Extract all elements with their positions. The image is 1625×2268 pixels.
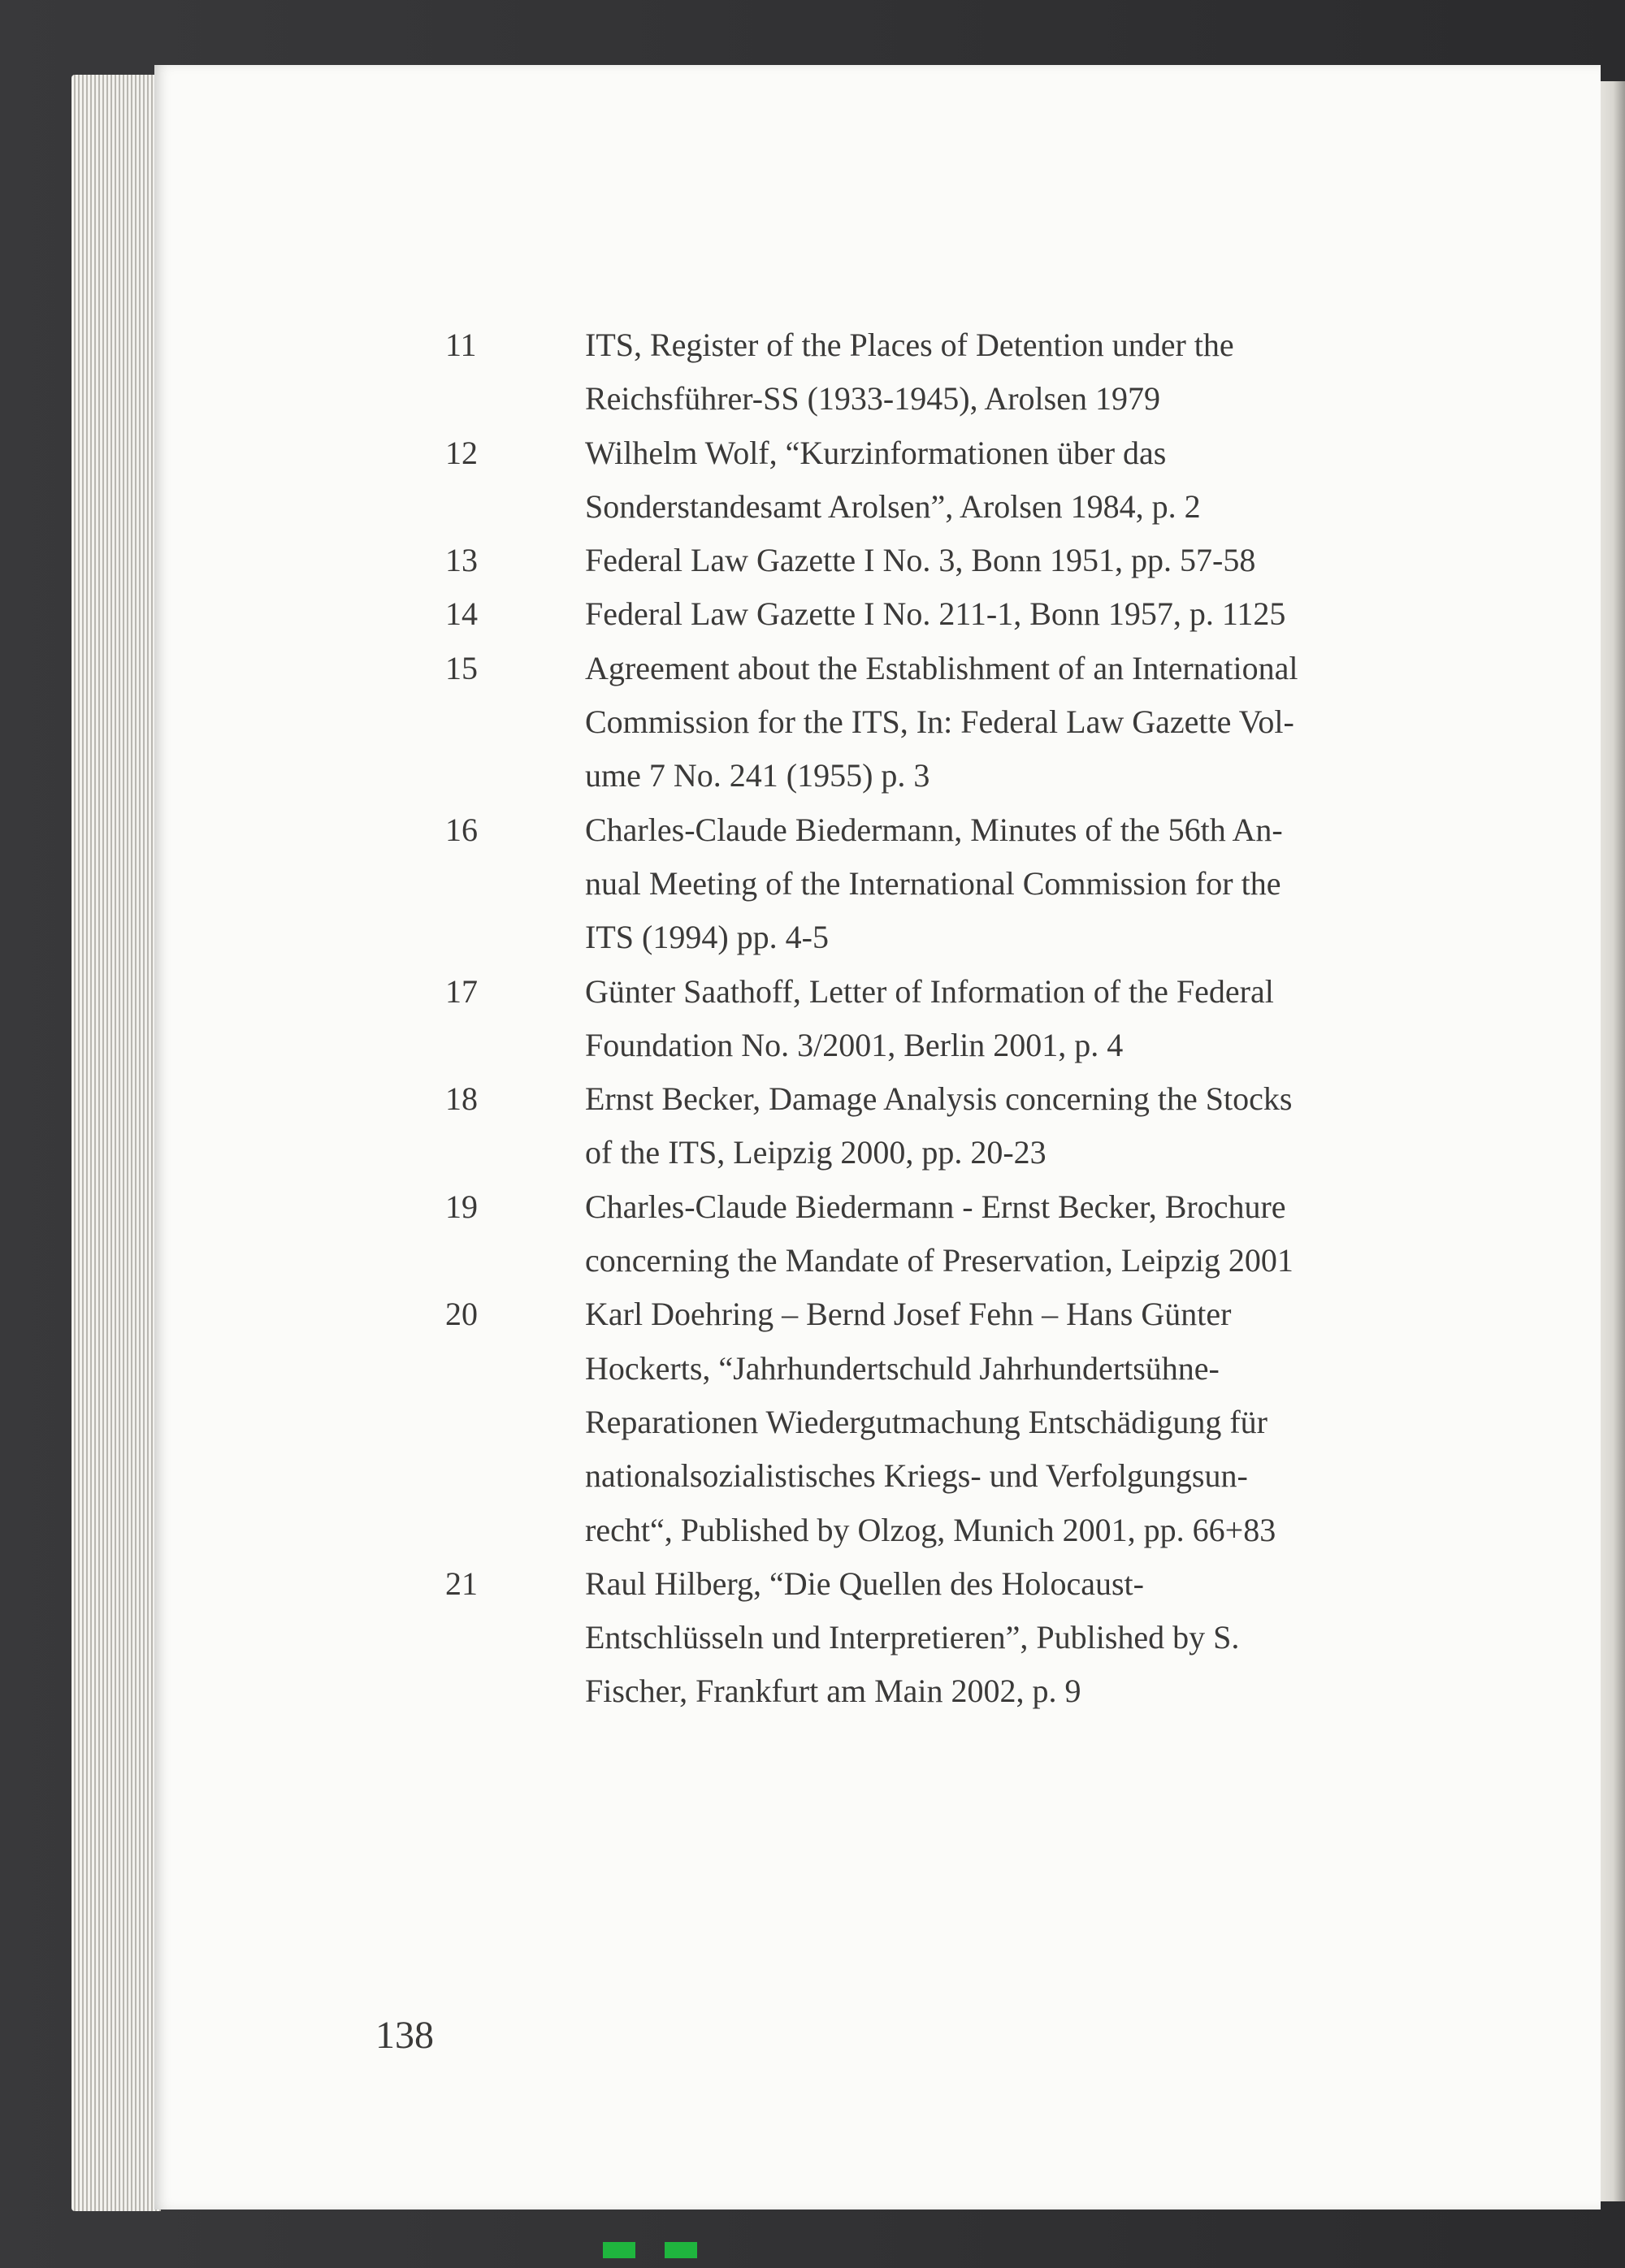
endnote-line: nationalsozialistisches Kriegs- und Verfolgungsun- <box>585 1457 1248 1495</box>
green-tab-marker <box>665 2242 697 2258</box>
endnote-line: of the ITS, Leipzig 2000, pp. 20-23 <box>585 1134 1046 1171</box>
endnote-number: 16 <box>445 811 478 848</box>
endnote-text <box>585 534 1404 587</box>
endnote-item <box>445 1557 1404 1719</box>
endnote-line: concerning the Mandate of Preservation, Leipzig 2001 <box>585 1242 1294 1279</box>
endnote-number: 19 <box>445 1188 478 1225</box>
endnote-line: Fischer, Frankfurt am Main 2002, p. 9 <box>585 1673 1081 1710</box>
endnote-line: Wilhelm Wolf, “Kurzinformationen über das <box>585 434 1167 471</box>
endnote-line: ITS, Register of the Places of Detention under the <box>585 327 1234 363</box>
green-tab-marker <box>603 2242 635 2258</box>
endnote-item <box>445 318 1404 426</box>
endnote-item <box>445 1288 1404 1556</box>
endnote-line: Entschlüsseln und Interpretieren”, Published by S. <box>585 1619 1240 1656</box>
endnote-number: 11 <box>445 327 477 363</box>
endnote-line: Reparationen Wiedergutmachung Entschädigung für <box>585 1403 1268 1440</box>
endnote-line: nual Meeting of the International Commission for the <box>585 864 1281 902</box>
endnote-text <box>585 1072 1404 1180</box>
endnote-number: 17 <box>445 972 478 1010</box>
endnote-line: Reichsführer-SS (1933-1945), Arolsen 1979 <box>585 380 1160 418</box>
endnote-text <box>585 965 1404 1073</box>
endnote-line: Günter Saathoff, Letter of Information of the Federal <box>585 972 1274 1010</box>
page-stack-edge <box>72 75 161 2211</box>
endnote-text <box>585 587 1404 641</box>
endnote-line: Sonderstandesamt Arolsen”, Arolsen 1984, p. 2 <box>585 487 1201 525</box>
endnote-line: Agreement about the Establishment of an International <box>585 649 1298 686</box>
endnote-number: 13 <box>445 542 478 579</box>
endnote-text <box>585 642 1404 803</box>
endnote-line: Federal Law Gazette I No. 3, Bonn 1951, pp. 57-58 <box>585 542 1256 579</box>
endnote-item <box>445 1072 1404 1180</box>
endnote-item <box>445 1180 1404 1288</box>
endnote-line: Ernst Becker, Damage Analysis concerning the Stocks <box>585 1080 1293 1118</box>
endnote-number: 20 <box>445 1296 478 1333</box>
endnote-line: Commission for the ITS, In: Federal Law Gazette Vol- <box>585 703 1294 741</box>
endnote-item <box>445 965 1404 1073</box>
endnote-line: Hockerts, “Jahrhundertschuld Jahrhundertsühne- <box>585 1349 1220 1387</box>
endnote-item <box>445 803 1404 965</box>
endnote-text <box>585 318 1404 426</box>
endnote-text <box>585 803 1404 965</box>
endnote-number: 18 <box>445 1080 478 1118</box>
endnote-item <box>445 642 1404 803</box>
endnote-number: 12 <box>445 434 478 471</box>
endnote-line: Karl Doehring – Bernd Josef Fehn – Hans Günter <box>585 1296 1232 1333</box>
endnote-text <box>585 1288 1404 1556</box>
endnote-line: ITS (1994) pp. 4-5 <box>585 919 829 956</box>
endnote-number: 21 <box>445 1565 478 1602</box>
endnote-number: 14 <box>445 595 478 633</box>
endnote-number: 15 <box>445 649 478 686</box>
endnote-line: Charles-Claude Biedermann, Minutes of the 56th An- <box>585 811 1283 848</box>
endnote-line: Foundation No. 3/2001, Berlin 2001, p. 4 <box>585 1026 1124 1063</box>
endnote-text <box>585 1557 1404 1719</box>
endnotes-list <box>445 318 1404 1719</box>
endnote-item <box>445 426 1404 535</box>
endnote-item <box>445 534 1404 587</box>
endnote-item <box>445 587 1404 641</box>
endnote-line: Charles-Claude Biedermann - Ernst Becker, Brochure <box>585 1188 1286 1225</box>
endnote-line: ume 7 No. 241 (1955) p. 3 <box>585 757 930 794</box>
endnote-line: recht“, Published by Olzog, Munich 2001, pp. 66+83 <box>585 1511 1276 1548</box>
endnote-text <box>585 426 1404 535</box>
page-number: 138 <box>375 2014 434 2057</box>
endnote-text <box>585 1180 1404 1288</box>
endnote-line: Raul Hilberg, “Die Quellen des Holocaust- <box>585 1565 1144 1602</box>
endnote-line: Federal Law Gazette I No. 211-1, Bonn 1957, p. 1125 <box>585 595 1286 633</box>
